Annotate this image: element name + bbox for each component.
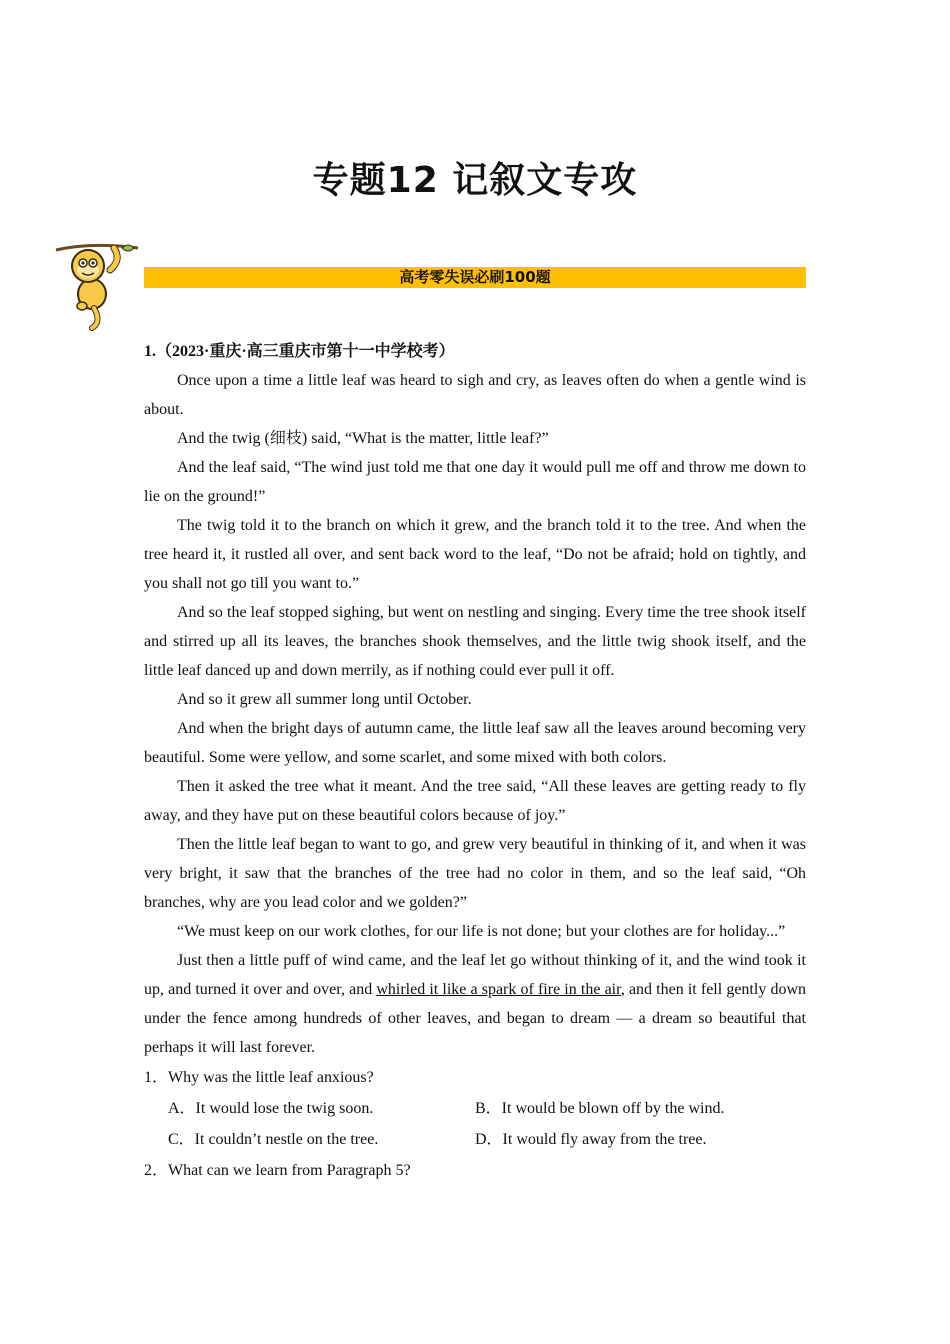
passage-paragraph: And the twig (细枝) said, “What is the matter, little leaf?”: [177, 430, 549, 447]
question-header: 1.（2023·重庆·高三重庆市第十一中学校考）: [144, 343, 455, 360]
paragraph-text: , and then it fell gently down under the fence among hundreds of other leaves, and began to dream — a dream so beautiful that perhaps it will last forever.: [144, 981, 807, 1056]
article: [144, 337, 806, 1186]
answer-options: [144, 1093, 806, 1155]
passage-paragraph: Then it asked the tree what it meant. And the tree said, “All these leaves are getting ready to fly away, and they have put on these beautiful colors because of joy.”: [144, 778, 806, 824]
monkey-mascot-icon: [52, 240, 144, 332]
passage-paragraph: “We must keep on our work clothes, for our life is not done; but your clothes are for holiday...”: [177, 923, 786, 940]
passage-paragraph-last: [144, 946, 806, 1062]
passage-paragraph: Once upon a time a little leaf was heard to sigh and cry, as leaves often do when a gentle wind is about.: [144, 372, 806, 418]
option-a: A．It would lose the twig soon.: [168, 1100, 374, 1117]
question-stem: 1．Why was the little leaf anxious?: [144, 1069, 374, 1086]
passage-paragraph: And so the leaf stopped sighing, but went on nestling and singing. Every time the tree shook itself and stirred up all its leaves, the branches shook themselves, and the little twig shook itself, and the little leaf danced up and down merrily, as if nothing could ever pull it off.: [144, 604, 806, 679]
underlined-phrase: whirled it like a spark of fire in the air: [376, 981, 621, 998]
option-d: D．It would fly away from the tree.: [475, 1131, 707, 1148]
option-c: C．It couldn’t nestle on the tree.: [168, 1131, 379, 1148]
passage-paragraph: The twig told it to the branch on which it grew, and the branch told it to the tree. And when the tree heard it, it rustled all over, and sent back word to the leaf, “Do not be afraid; hold on tightly, and you shall not go till you want to.”: [144, 517, 806, 592]
passage-paragraph: And so it grew all summer long until October.: [177, 691, 472, 708]
paragraph-text: Just then a little puff of wind came, and the leaf let go without thinking of it, and the wind took it up, and turned it over and over, and: [144, 952, 806, 998]
passage-paragraph: And the leaf said, “The wind just told me that one day it would pull me off and throw me down to lie on the ground!”: [144, 459, 806, 505]
banner: 高考零失误必刷100题: [144, 267, 806, 288]
passage-paragraph: And when the bright days of autumn came, the little leaf saw all the leaves around becoming very beautiful. Some were yellow, and some scarlet, and some mixed with both colors.: [144, 720, 806, 766]
option-b: B．It would be blown off by the wind.: [475, 1100, 725, 1117]
passage-paragraph: Then the little leaf began to want to go, and grew very beautiful in thinking of it, and when it was very bright, it saw that the branches of the tree had no color in them, and so the leaf said, “Oh branches, why are you lead color and we golden?”: [144, 836, 806, 911]
page-title: 专题12 记叙文专攻: [312, 160, 638, 201]
question-stem: 2．What can we learn from Paragraph 5?: [144, 1162, 411, 1179]
